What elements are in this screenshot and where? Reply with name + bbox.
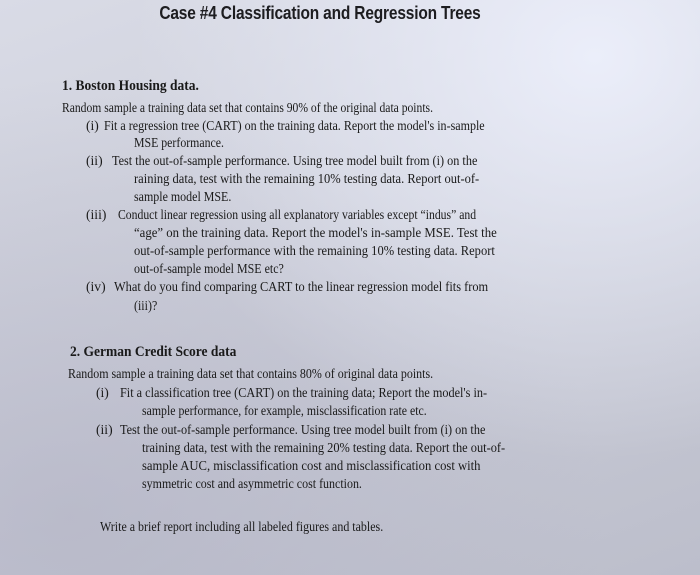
section-1-item-1-line-1: Fit a regression tree (CART) on the training data. Report the model's in-sample (104, 118, 485, 133)
document-title: Case #4 Classification and Regression Trees (159, 3, 481, 23)
section-1-item-4-line-1: What do you find comparing CART to the linear regression model fits from (114, 279, 489, 294)
section-1-item-2-line-2: raining data, test with the remaining 10% testing data. Report out-of- (134, 171, 480, 186)
section-1-intro: Random sample a training data set that contains 90% of the original data points. (62, 100, 433, 115)
section-1-item-3-line-3: out-of-sample performance with the remaining 10% testing data. Report (134, 243, 495, 258)
section-1-item-1-marker: (i) (86, 118, 99, 133)
section-1-item-2-line-3: sample model MSE. (134, 189, 232, 204)
section-1-heading: 1. Boston Housing data. (62, 78, 199, 94)
section-1-item-3-marker: (iii) (86, 207, 107, 222)
section-2-item-2-line-3: sample AUC, misclassification cost and misclassification cost with (142, 458, 481, 473)
section-2-item-1-line-2: sample performance, for example, misclassification rate etc. (142, 403, 427, 418)
section-2-intro: Random sample a training data set that contains 80% of original data points. (68, 366, 434, 381)
section-1-item-3-line-4: out-of-sample model MSE etc? (134, 261, 284, 276)
section-2-item-2-line-4: symmetric cost and asymmetric cost function. (142, 476, 362, 491)
section-2-item-1-marker: (i) (96, 385, 109, 400)
section-1-item-2-marker: (ii) (86, 153, 103, 168)
section-2-item-2-line-2: training data, test with the remaining 20% testing data. Report the out-of- (142, 440, 506, 455)
section-2-item-2-marker: (ii) (96, 422, 113, 437)
section-2-item-1-line-1: Fit a classification tree (CART) on the training data; Report the model's in- (120, 385, 488, 400)
section-1-item-3-line-2: “age” on the training data. Report the model's in-sample MSE. Test the (134, 225, 497, 240)
section-1-item-4-line-2: (iii)? (134, 298, 158, 313)
section-1-item-3-line-1: Conduct linear regression using all explanatory variables except “indus” and (118, 207, 477, 222)
section-1-item-2-line-1: Test the out-of-sample performance. Using tree model built from (i) on the (112, 153, 478, 168)
section-2-heading: 2. German Credit Score data (70, 344, 237, 360)
section-2-item-2-line-1: Test the out-of-sample performance. Using tree model built from (i) on the (120, 422, 486, 437)
section-1-item-1-line-2: MSE performance. (134, 135, 224, 150)
closing-instruction: Write a brief report including all labeled figures and tables. (100, 519, 384, 534)
section-1-item-4-marker: (iv) (86, 279, 106, 294)
